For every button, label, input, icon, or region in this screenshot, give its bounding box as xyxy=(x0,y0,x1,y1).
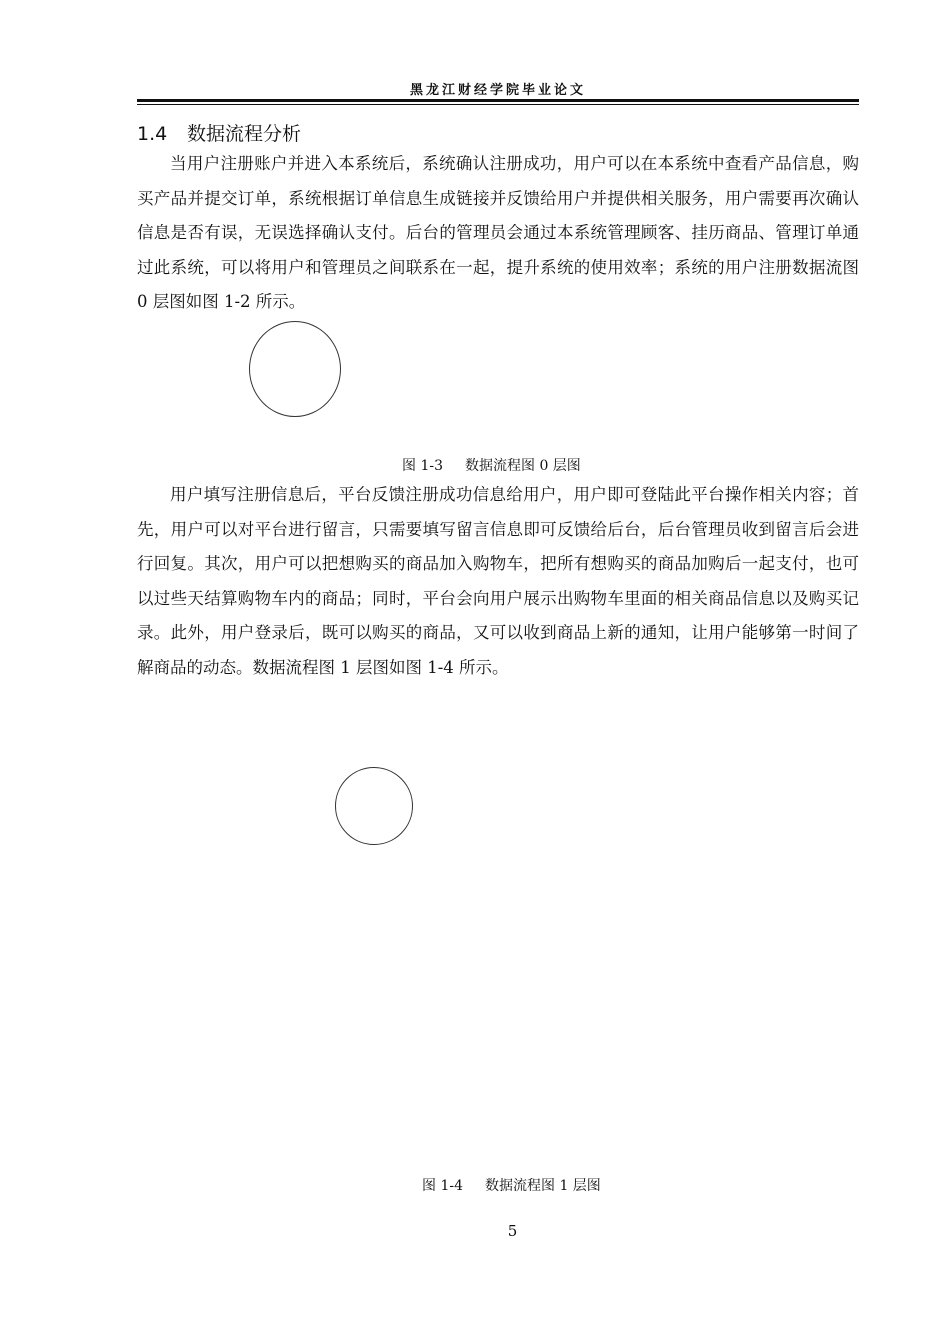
body-paragraph-1: 当用户注册账户并进入本系统后，系统确认注册成功，用户可以在本系统中查看产品信息，购买产品并提交订单，系统根据订单信息生成链接并反馈给用户并提供相关服务，用户需要再次确认信息是否有误，无误选择确认支付。后台的管理员会通过本系统管理顾客、挂历商品、管理订单通过此系统，可以将用户和管理员之间联系在一起，提升系统的使用效率；系统的用户注册数据流图 0 层图如图 1-2 所示。 xyxy=(137,154,859,311)
section-title: 数据流程分析 xyxy=(187,123,302,145)
running-header: 黑龙江财经学院毕业论文 xyxy=(409,83,586,98)
header-rule-thick xyxy=(137,99,859,102)
figure-1-3-caption xyxy=(402,455,581,475)
figure-1-4-caption xyxy=(422,1175,601,1195)
figure-1-4-title: 数据流程图 1 层图 xyxy=(485,1178,601,1194)
body-paragraph-2: 用户填写注册信息后，平台反馈注册成功信息给用户，用户即可登陆此平台操作相关内容；首先，用户可以对平台进行留言，只需要填写留言信息即可反馈给后台，后台管理员收到留言后会进行回复。其次，用户可以把想购买的商品加入购物车，把所有想购买的商品加购后一起支付，也可以过些天结算购物车内的商品；同时，平台会向用户展示出购物车里面的相关商品信息以及购买记录。此外，用户登录后，既可以购买的商品，又可以收到商品上新的通知，让用户能够第一时间了解商品的动态。数据流程图 1 层图如图 1-4 所示。 xyxy=(137,485,859,677)
section-heading xyxy=(137,119,301,146)
figure-1-4-placeholder-circle xyxy=(335,767,413,845)
figure-1-3-placeholder-circle xyxy=(249,321,341,417)
figure-1-4-label: 图 1-4 xyxy=(422,1178,463,1194)
figure-1-3-label: 图 1-3 xyxy=(402,458,443,474)
page-number: 5 xyxy=(507,1222,518,1240)
section-number: 1.4 xyxy=(137,123,168,145)
figure-1-3-title: 数据流程图 0 层图 xyxy=(465,458,581,474)
header-rule-thin xyxy=(137,104,859,105)
